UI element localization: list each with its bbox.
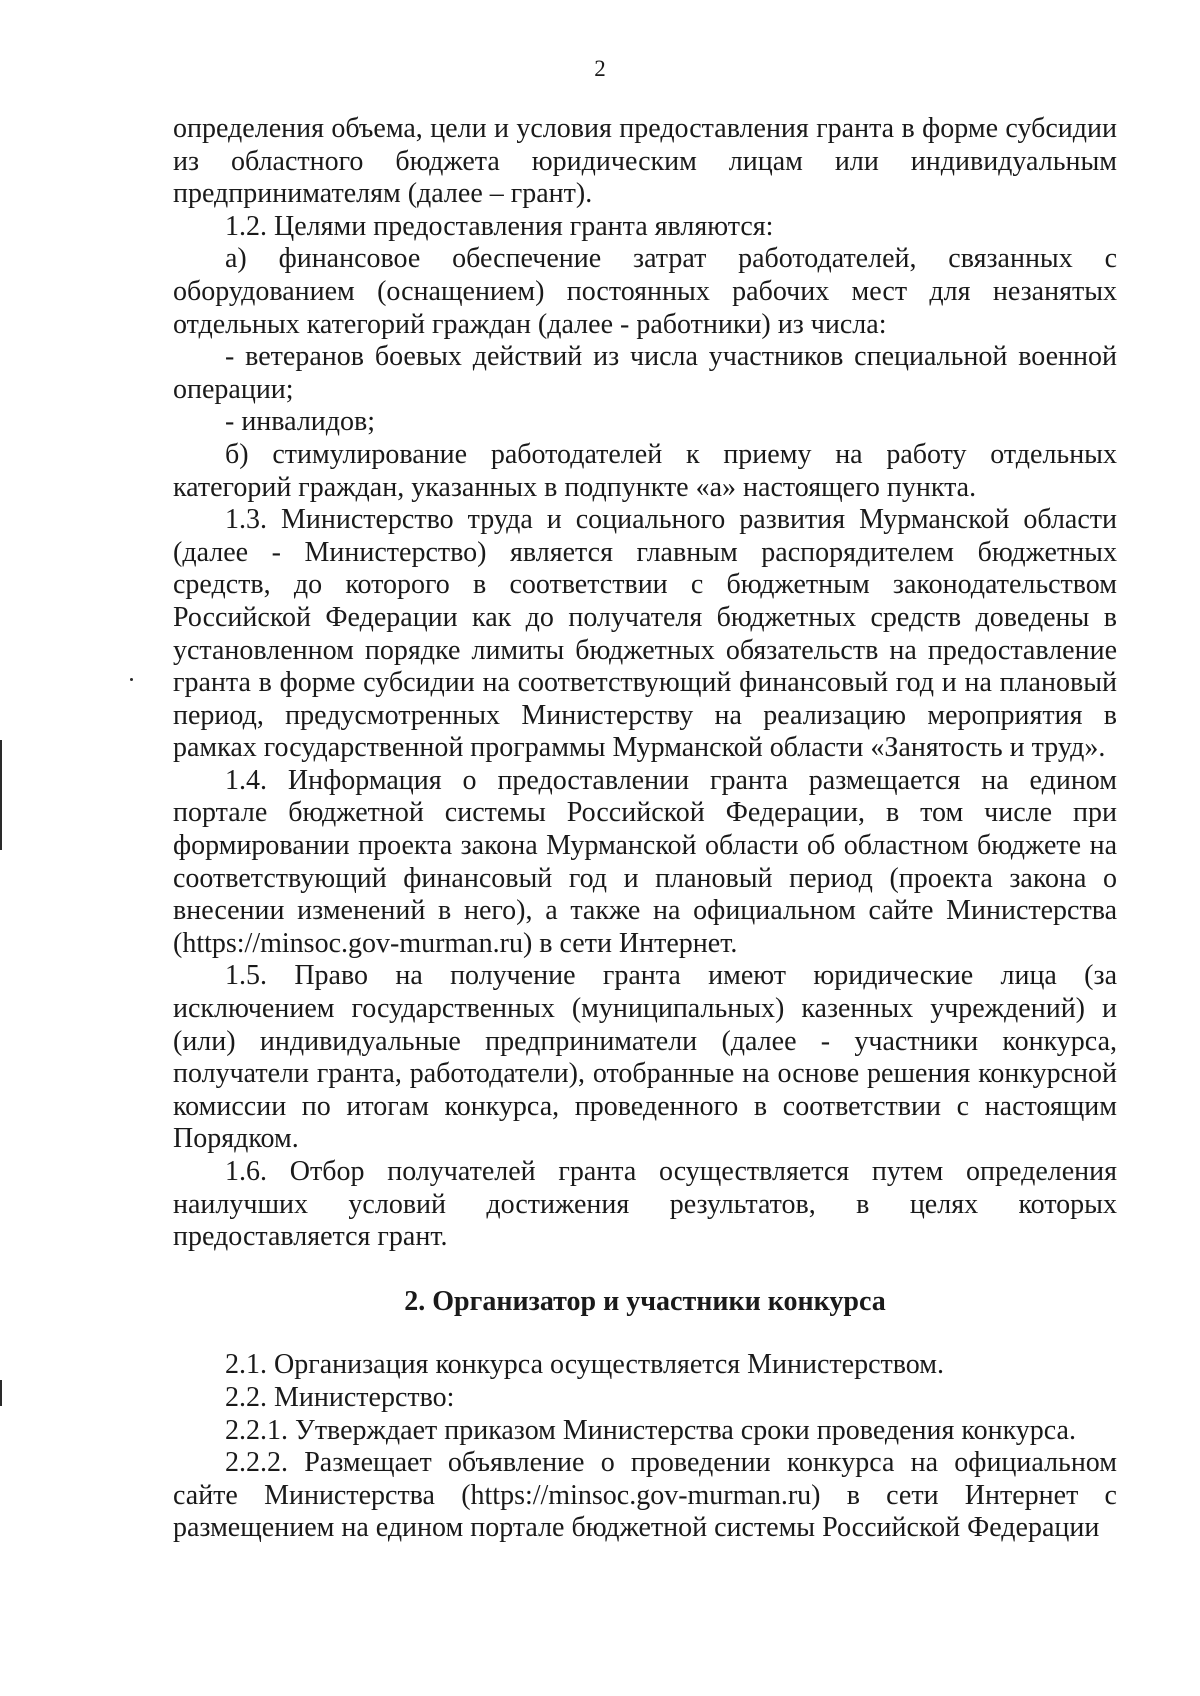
section-2-heading: 2. Организатор и участники конкурса bbox=[404, 1285, 886, 1317]
page-number: 2 bbox=[594, 56, 606, 81]
paragraph-1-2-b: б) стимулирование работодателей к приему на работу отдельных категорий граждан, указанных в подпункте «а» настоящего пункта. bbox=[173, 438, 1117, 503]
scan-edge-mark-bottom bbox=[0, 1380, 2, 1406]
list-item-disabled: - инвалидов; bbox=[225, 406, 376, 438]
paragraph-1-5: 1.5. Право на получение гранта имеют юридические лица (за исключением государственных (муниципальных) казенных учреждений) и (или) индивидуальные предприниматели (далее - участники конкурса, получатели гранта, работодатели), отобранные на основе решения конкурсной комиссии по итогам конкурса, проведенного в соответствии с настоящим Порядком. bbox=[173, 960, 1117, 1155]
scan-speck bbox=[130, 678, 133, 681]
paragraph-1-3: 1.3. Министерство труда и социального развития Мурманской области (далее - Министерство) является главным распорядителем бюджетных средств, до которого в соответствии с бюджетным законодательством Российской Федерации как до получателя бюджетных средств доведены в установленном порядке лимиты бюджетных обязательств на предоставление гранта в форме субсидии на соответствующий финансовый год и на плановый период, предусмотренных Министерству на реализацию мероприятия в рамках государственной программы Мурманской области «Занятость и труд». bbox=[173, 504, 1117, 764]
paragraph-1-6: 1.6. Отбор получателей гранта осуществляется путем определения наилучших условий достижения результатов, в целях которых предоставляется грант. bbox=[173, 1156, 1117, 1253]
scan-edge-mark-top bbox=[0, 740, 2, 850]
paragraph-2-2: 2.2. Министерство: bbox=[225, 1381, 455, 1413]
paragraph-2-2-2: 2.2.2. Размещает объявление о проведении конкурса на официальном сайте Министерства (https://minsoc.gov-murman.ru) в сети Интернет с размещением на едином портале бюджетной системы Российской Федерации bbox=[173, 1447, 1117, 1544]
paragraph-1-2: 1.2. Целями предоставления гранта являются: bbox=[225, 210, 774, 242]
paragraph-1-4: 1.4. Информация о предоставлении гранта размещается на едином портале бюджетной системы Российской Федерации, в том числе при формировании проекта закона Мурманской области об областном бюджете на соответствующий финансовый год и плановый период (проекта закона о внесении изменений в него), а также на официальном сайте Министерства (https://minsoc.gov-murman.ru) в сети Интернет. bbox=[173, 764, 1117, 959]
document-body bbox=[173, 113, 1117, 1545]
paragraph-1-2-a: а) финансовое обеспечение затрат работодателей, связанных с оборудованием (оснащением) постоянных рабочих мест для незанятых отдельных категорий граждан (далее - работники) из числа: bbox=[173, 243, 1117, 340]
paragraph-1-1-continuation: определения объема, цели и условия предоставления гранта в форме субсидии из областного бюджета юридическим лицам или индивидуальным предпринимателям (далее – грант). bbox=[173, 113, 1117, 210]
paragraph-2-2-1: 2.2.1. Утверждает приказом Министерства сроки проведения конкурса. bbox=[225, 1414, 1076, 1446]
paragraph-2-1: 2.1. Организация конкурса осуществляется Министерством. bbox=[225, 1349, 944, 1381]
list-item-veterans: - ветеранов боевых действий из числа участников специальной военной операции; bbox=[173, 341, 1117, 405]
